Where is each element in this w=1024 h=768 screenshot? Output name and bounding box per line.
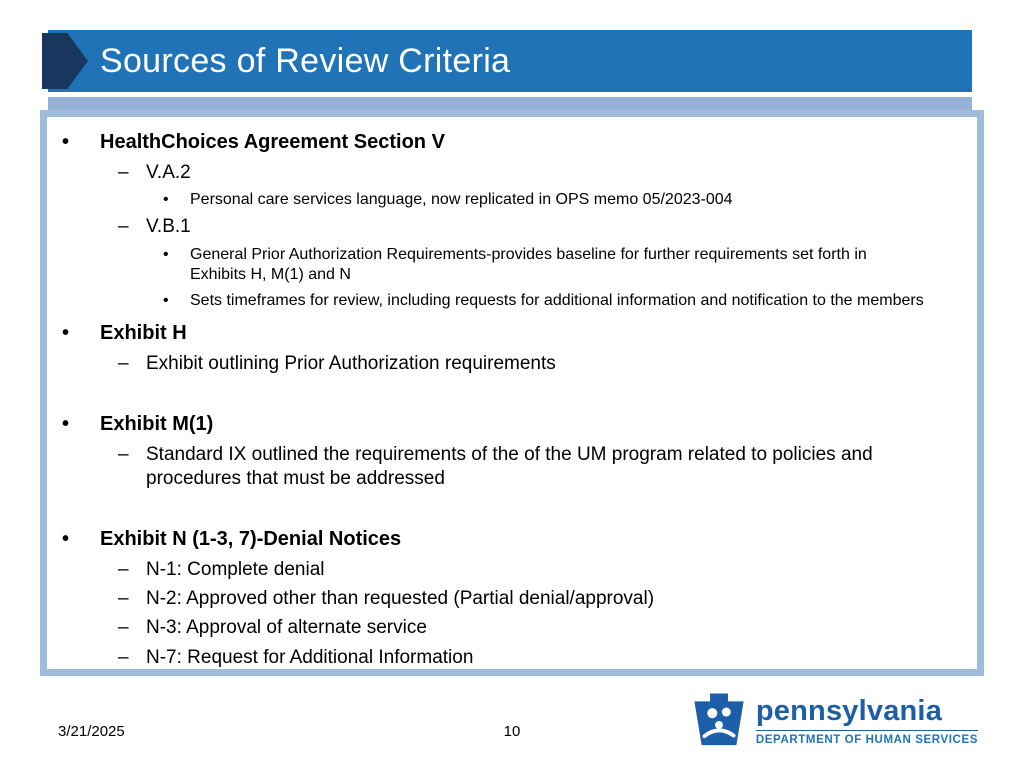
dot-bullet: • [62, 528, 70, 551]
list-item [54, 587, 970, 611]
list-item-text: Personal care services language, now replicated in OPS memo 05/2023-004 [190, 190, 733, 208]
list-item [54, 190, 970, 210]
logo-wordmark: pennsylvania [755, 694, 943, 727]
list-item-text: V.A.2 [146, 161, 191, 183]
list-item-text: General Prior Authorization Requirements-provides baseline for further requirements set forth in Exhibits H, M(1) and N [190, 245, 867, 284]
footer-page-number: 10 [503, 723, 521, 740]
dash-bullet: – [118, 646, 129, 668]
list-item [54, 245, 970, 286]
list-item-text: N-3: Approval of alternate service [146, 617, 427, 639]
logo-text [755, 694, 978, 746]
list-item-text: HealthChoices Agreement Section V [100, 131, 445, 153]
dash-bullet: – [118, 617, 129, 639]
list-item-text: V.B.1 [146, 216, 191, 238]
list-item [54, 161, 970, 185]
list-item [54, 291, 970, 311]
list-item [54, 443, 970, 492]
list-item-text: N-7: Request for Additional Information [146, 646, 474, 668]
list-item [54, 558, 970, 582]
list-item-text: Standard IX outlined the requirements of the of the UM program related to policies and procedures that must be addressed [146, 443, 873, 489]
list-item-text: N-1: Complete denial [146, 558, 325, 580]
dot-bullet: • [62, 131, 70, 153]
slide-title-bar [48, 30, 972, 92]
list-item-text: Exhibit N (1-3, 7)-Denial Notices [100, 528, 402, 551]
pa-dhs-logo [691, 690, 978, 752]
list-item [54, 412, 970, 438]
slide-title: Sources of Review Criteria [100, 41, 511, 80]
footer-date: 3/21/2025 [58, 723, 125, 740]
logo-subtitle: DEPARTMENT OF HUMAN SERVICES [756, 730, 978, 746]
dash-bullet: – [118, 588, 129, 610]
dash-bullet: – [118, 443, 129, 465]
dash-bullet: – [118, 216, 129, 238]
list-item [54, 616, 970, 640]
list-item [54, 215, 970, 239]
list-item-text: Sets timeframes for review, including requests for additional information and notification to the members [190, 291, 924, 309]
bullet-list [54, 120, 970, 675]
dash-bullet: – [118, 352, 129, 374]
list-item-text: N-2: Approved other than requested (Partial denial/approval) [146, 588, 655, 610]
list-item [54, 130, 970, 156]
dot-bullet: • [62, 322, 70, 345]
list-item-text: Exhibit outlining Prior Authorization requirements [146, 352, 556, 374]
list-item [54, 352, 970, 376]
dash-bullet: – [118, 558, 129, 580]
list-item [54, 646, 970, 670]
title-underline-stripe [48, 97, 972, 110]
list-item [54, 321, 970, 347]
dot-bullet: • [163, 245, 169, 263]
dot-bullet: • [163, 291, 169, 309]
keystone-family-icon [691, 690, 747, 752]
list-item [54, 527, 970, 553]
list-item-text: Exhibit M(1) [100, 413, 214, 435]
dash-bullet: – [118, 161, 129, 183]
dot-bullet: • [62, 413, 70, 435]
dot-bullet: • [163, 190, 169, 208]
list-item-text: Exhibit H [100, 322, 187, 345]
